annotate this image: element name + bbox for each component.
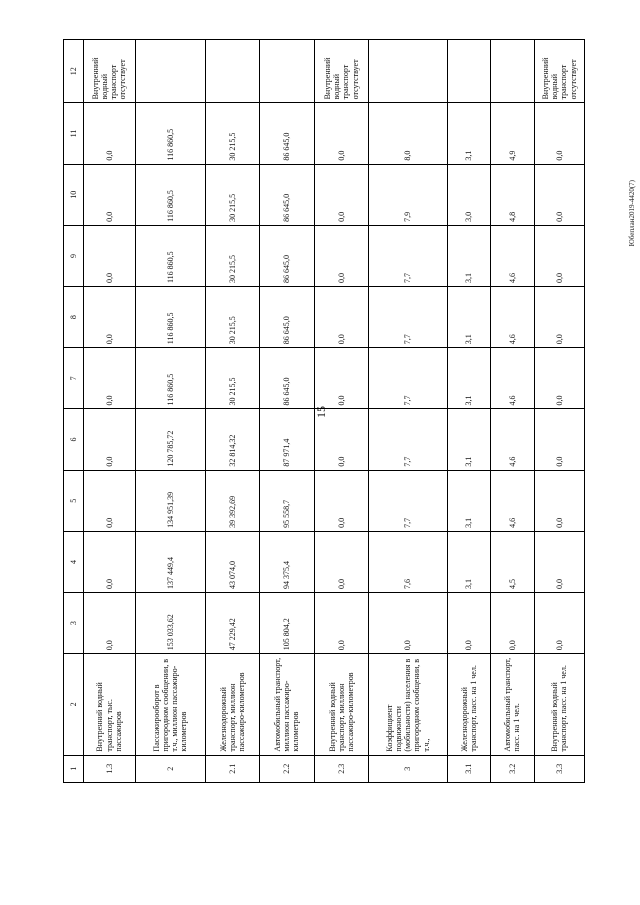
- value-cell: 0,0: [447, 593, 491, 654]
- value-cell: 137 449,4: [135, 531, 205, 592]
- page-number: 15: [314, 406, 328, 418]
- value-cell: 0,0: [534, 531, 584, 592]
- value-cell: 4,6: [491, 470, 535, 531]
- value-cell: 4,6: [491, 348, 535, 409]
- value-cell: 153 033,62: [135, 593, 205, 654]
- header-cell: 11: [64, 103, 84, 164]
- value-cell: 3,1: [447, 409, 491, 470]
- value-cell: 0,0: [83, 164, 135, 225]
- rotated-table-wrapper: [63, 39, 585, 783]
- value-cell: 0,0: [83, 409, 135, 470]
- value-cell: 0,0: [314, 593, 368, 654]
- value-cell: 134 951,39: [135, 470, 205, 531]
- row-index-cell: 2.1: [205, 755, 259, 782]
- note-cell: [135, 40, 205, 103]
- value-cell: 0,0: [534, 164, 584, 225]
- value-cell: 0,0: [534, 348, 584, 409]
- header-cell: 2: [64, 654, 84, 755]
- table-row: [83, 40, 135, 783]
- table-body: [83, 40, 584, 783]
- note-cell: Внутренний водный транспорт отсутствует: [314, 40, 368, 103]
- note-cell: [205, 40, 259, 103]
- row-index-cell: 3.1: [447, 755, 491, 782]
- indicator-name-cell: Железнодорожный транспорт, пасс. на 1 чел.: [447, 654, 491, 755]
- value-cell: 87 971,4: [260, 409, 314, 470]
- value-cell: 4,6: [491, 409, 535, 470]
- value-cell: 0,0: [83, 348, 135, 409]
- value-cell: 3,0: [447, 164, 491, 225]
- row-index-cell: 3.2: [491, 755, 535, 782]
- indicator-name-cell: Внутренний водный транспорт, тыс. пассажиров: [83, 654, 135, 755]
- value-cell: 86 645,0: [260, 225, 314, 286]
- value-cell: 30 215,5: [205, 164, 259, 225]
- value-cell: 39 392,69: [205, 470, 259, 531]
- value-cell: 0,0: [83, 470, 135, 531]
- value-cell: 3,1: [447, 531, 491, 592]
- value-cell: 0,0: [491, 593, 535, 654]
- table-row: [447, 40, 491, 783]
- value-cell: 7,7: [369, 287, 447, 348]
- indicator-name-cell: Пассажирооборот в пригородном сообщении, в т.ч., миллион пассажиро-километров: [135, 654, 205, 755]
- value-cell: 86 645,0: [260, 348, 314, 409]
- header-cell: 4: [64, 531, 84, 592]
- header-cell: 10: [64, 164, 84, 225]
- table-row: [534, 40, 584, 783]
- value-cell: 47 229,42: [205, 593, 259, 654]
- value-cell: 4,6: [491, 287, 535, 348]
- document-code: Юбеплан2019-4420(7): [628, 180, 636, 247]
- value-cell: 3,1: [447, 470, 491, 531]
- value-cell: 116 860,5: [135, 225, 205, 286]
- value-cell: 8,0: [369, 103, 447, 164]
- header-cell: 6: [64, 409, 84, 470]
- value-cell: 116 860,5: [135, 287, 205, 348]
- value-cell: 0,0: [534, 225, 584, 286]
- value-cell: 0,0: [314, 531, 368, 592]
- table-row: [491, 40, 535, 783]
- value-cell: 0,0: [314, 164, 368, 225]
- header-row: [64, 40, 84, 783]
- note-cell: [369, 40, 447, 103]
- value-cell: 94 375,4: [260, 531, 314, 592]
- indicator-name-cell: Автомобильный транспорт, миллион пассажиро-километров: [260, 654, 314, 755]
- indicator-name-cell: Внутренний водный транспорт, пасс. на 1 чел.: [534, 654, 584, 755]
- value-cell: 86 645,0: [260, 164, 314, 225]
- row-index-cell: 2.2: [260, 755, 314, 782]
- value-cell: 0,0: [369, 593, 447, 654]
- value-cell: 116 860,5: [135, 103, 205, 164]
- value-cell: 86 645,0: [260, 287, 314, 348]
- table-row: [314, 40, 368, 783]
- value-cell: 4,5: [491, 531, 535, 592]
- value-cell: 3,1: [447, 103, 491, 164]
- value-cell: 30 215,5: [205, 287, 259, 348]
- value-cell: 0,0: [83, 225, 135, 286]
- value-cell: 7,6: [369, 531, 447, 592]
- value-cell: 4,6: [491, 225, 535, 286]
- header-cell: 7: [64, 348, 84, 409]
- value-cell: 0,0: [314, 409, 368, 470]
- value-cell: 95 558,7: [260, 470, 314, 531]
- value-cell: 4,8: [491, 164, 535, 225]
- note-cell: [260, 40, 314, 103]
- value-cell: 0,0: [314, 287, 368, 348]
- value-cell: 0,0: [83, 531, 135, 592]
- value-cell: 7,7: [369, 470, 447, 531]
- value-cell: 0,0: [534, 593, 584, 654]
- value-cell: 4,9: [491, 103, 535, 164]
- header-cell: 1: [64, 755, 84, 782]
- value-cell: 120 785,72: [135, 409, 205, 470]
- table-row: [369, 40, 447, 783]
- header-cell: 12: [64, 40, 84, 103]
- row-index-cell: 2: [135, 755, 205, 782]
- row-index-cell: 2.3: [314, 755, 368, 782]
- value-cell: 0,0: [83, 287, 135, 348]
- value-cell: 7,9: [369, 164, 447, 225]
- value-cell: 32 814,32: [205, 409, 259, 470]
- value-cell: 0,0: [83, 103, 135, 164]
- indicator-name-cell: Автомобильный транспорт, пасс. на 1 чел.: [491, 654, 535, 755]
- header-cell: 3: [64, 593, 84, 654]
- value-cell: 0,0: [314, 103, 368, 164]
- row-index-cell: 3: [369, 755, 447, 782]
- value-cell: 3,1: [447, 287, 491, 348]
- value-cell: 116 860,5: [135, 164, 205, 225]
- table-row: [135, 40, 205, 783]
- value-cell: 7,7: [369, 348, 447, 409]
- value-cell: 86 645,0: [260, 103, 314, 164]
- indicator-name-cell: Внутренний водный транспорт, миллион пассажиро-километров: [314, 654, 368, 755]
- row-index-cell: 1.3: [83, 755, 135, 782]
- value-cell: 0,0: [314, 470, 368, 531]
- value-cell: 0,0: [314, 348, 368, 409]
- value-cell: 30 215,5: [205, 103, 259, 164]
- value-cell: 30 215,5: [205, 225, 259, 286]
- value-cell: 105 804,2: [260, 593, 314, 654]
- value-cell: 7,7: [369, 225, 447, 286]
- value-cell: 30 215,5: [205, 348, 259, 409]
- row-index-cell: 3.3: [534, 755, 584, 782]
- value-cell: 0,0: [314, 225, 368, 286]
- table-row: [260, 40, 314, 783]
- note-cell: Внутренний водный транспорт отсутствует: [83, 40, 135, 103]
- indicator-name-cell: Железнодорожный транспорт, миллион пассажиро-километров: [205, 654, 259, 755]
- value-cell: 3,1: [447, 225, 491, 286]
- note-cell: Внутренний водный транспорт отсутствует: [534, 40, 584, 103]
- table-row: [205, 40, 259, 783]
- indicators-table: [63, 39, 585, 783]
- value-cell: 0,0: [83, 593, 135, 654]
- note-cell: [491, 40, 535, 103]
- indicator-name-cell: Коэффициент подвижности (мобильности) населения в пригородном сообщении, в т.ч.,: [369, 654, 447, 755]
- value-cell: 0,0: [534, 103, 584, 164]
- value-cell: 43 074,0: [205, 531, 259, 592]
- note-cell: [447, 40, 491, 103]
- header-cell: 8: [64, 287, 84, 348]
- header-cell: 9: [64, 225, 84, 286]
- value-cell: 7,7: [369, 409, 447, 470]
- value-cell: 0,0: [534, 470, 584, 531]
- value-cell: 0,0: [534, 409, 584, 470]
- value-cell: 116 860,5: [135, 348, 205, 409]
- value-cell: 3,1: [447, 348, 491, 409]
- value-cell: 0,0: [534, 287, 584, 348]
- header-cell: 5: [64, 470, 84, 531]
